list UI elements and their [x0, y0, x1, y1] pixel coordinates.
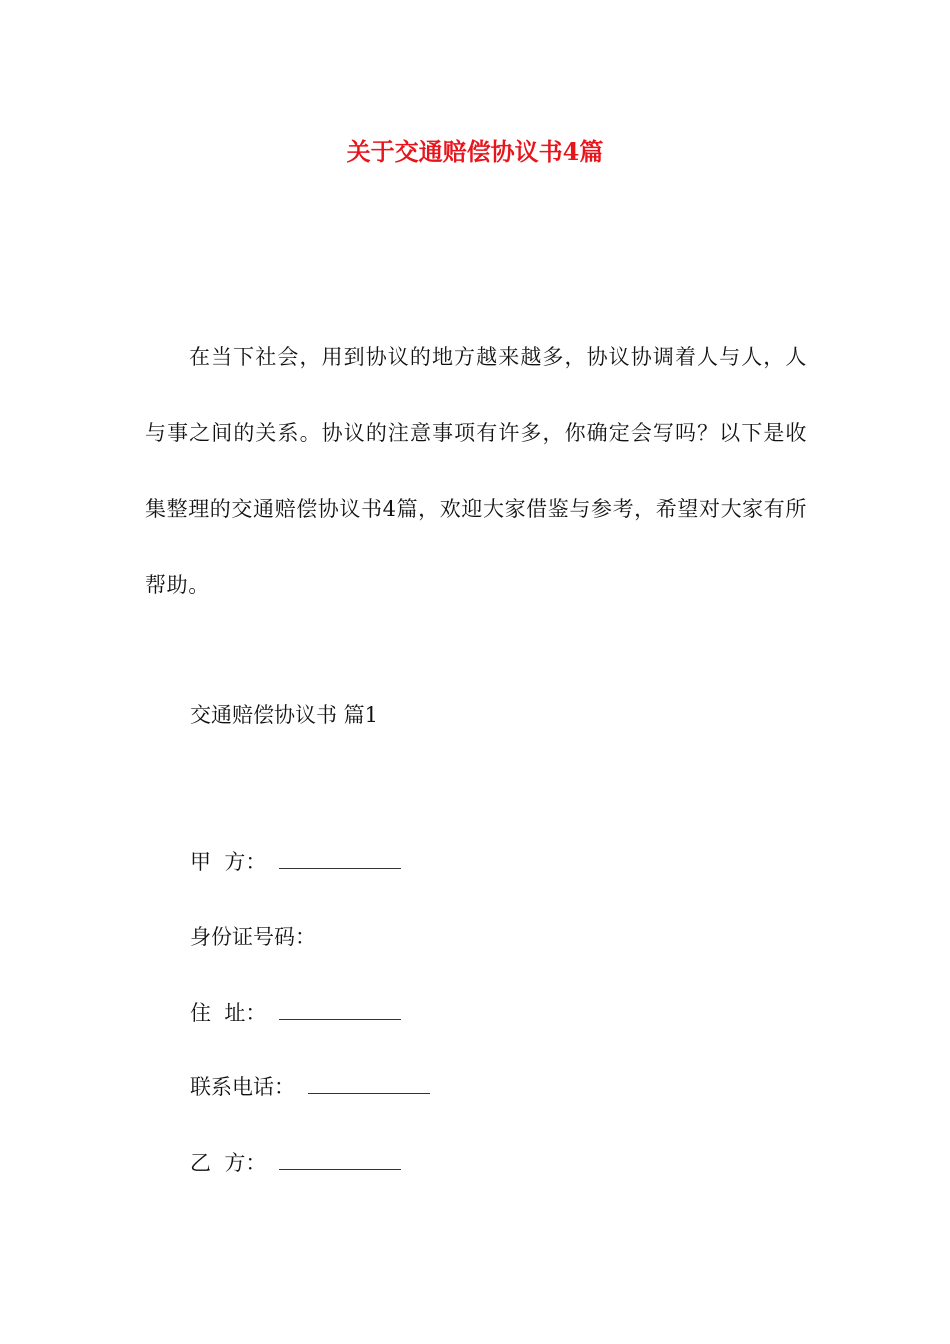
field-blank-line — [279, 848, 401, 869]
section-heading: 交通赔偿协议书 篇1 — [190, 703, 379, 727]
intro-paragraph: 在当下社会，用到协议的地方越来越多，协议协调着人与人，人与事之间的关系。协议的注意事项有许多，你确定会写吗？以下是收集整理的交通赔偿协议书4篇，欢迎大家借鉴与参考，希望对大家有所帮助。 — [145, 345, 807, 597]
field-label: 甲 方： — [190, 850, 267, 874]
field-blank-line — [279, 1149, 401, 1170]
document-title: 关于交通赔偿协议书4篇 — [346, 137, 604, 166]
field-label: 联系电话： — [190, 1075, 295, 1099]
field-party-a — [190, 845, 401, 879]
field-blank-line — [279, 999, 401, 1020]
field-label: 身份证号码： — [190, 925, 316, 949]
field-id-number — [190, 920, 316, 954]
field-phone — [190, 1070, 430, 1104]
field-label: 住 址： — [190, 1001, 267, 1025]
field-label: 乙 方： — [190, 1151, 267, 1175]
field-address — [190, 996, 401, 1030]
field-party-b — [190, 1146, 401, 1180]
field-blank-line — [308, 1073, 430, 1094]
